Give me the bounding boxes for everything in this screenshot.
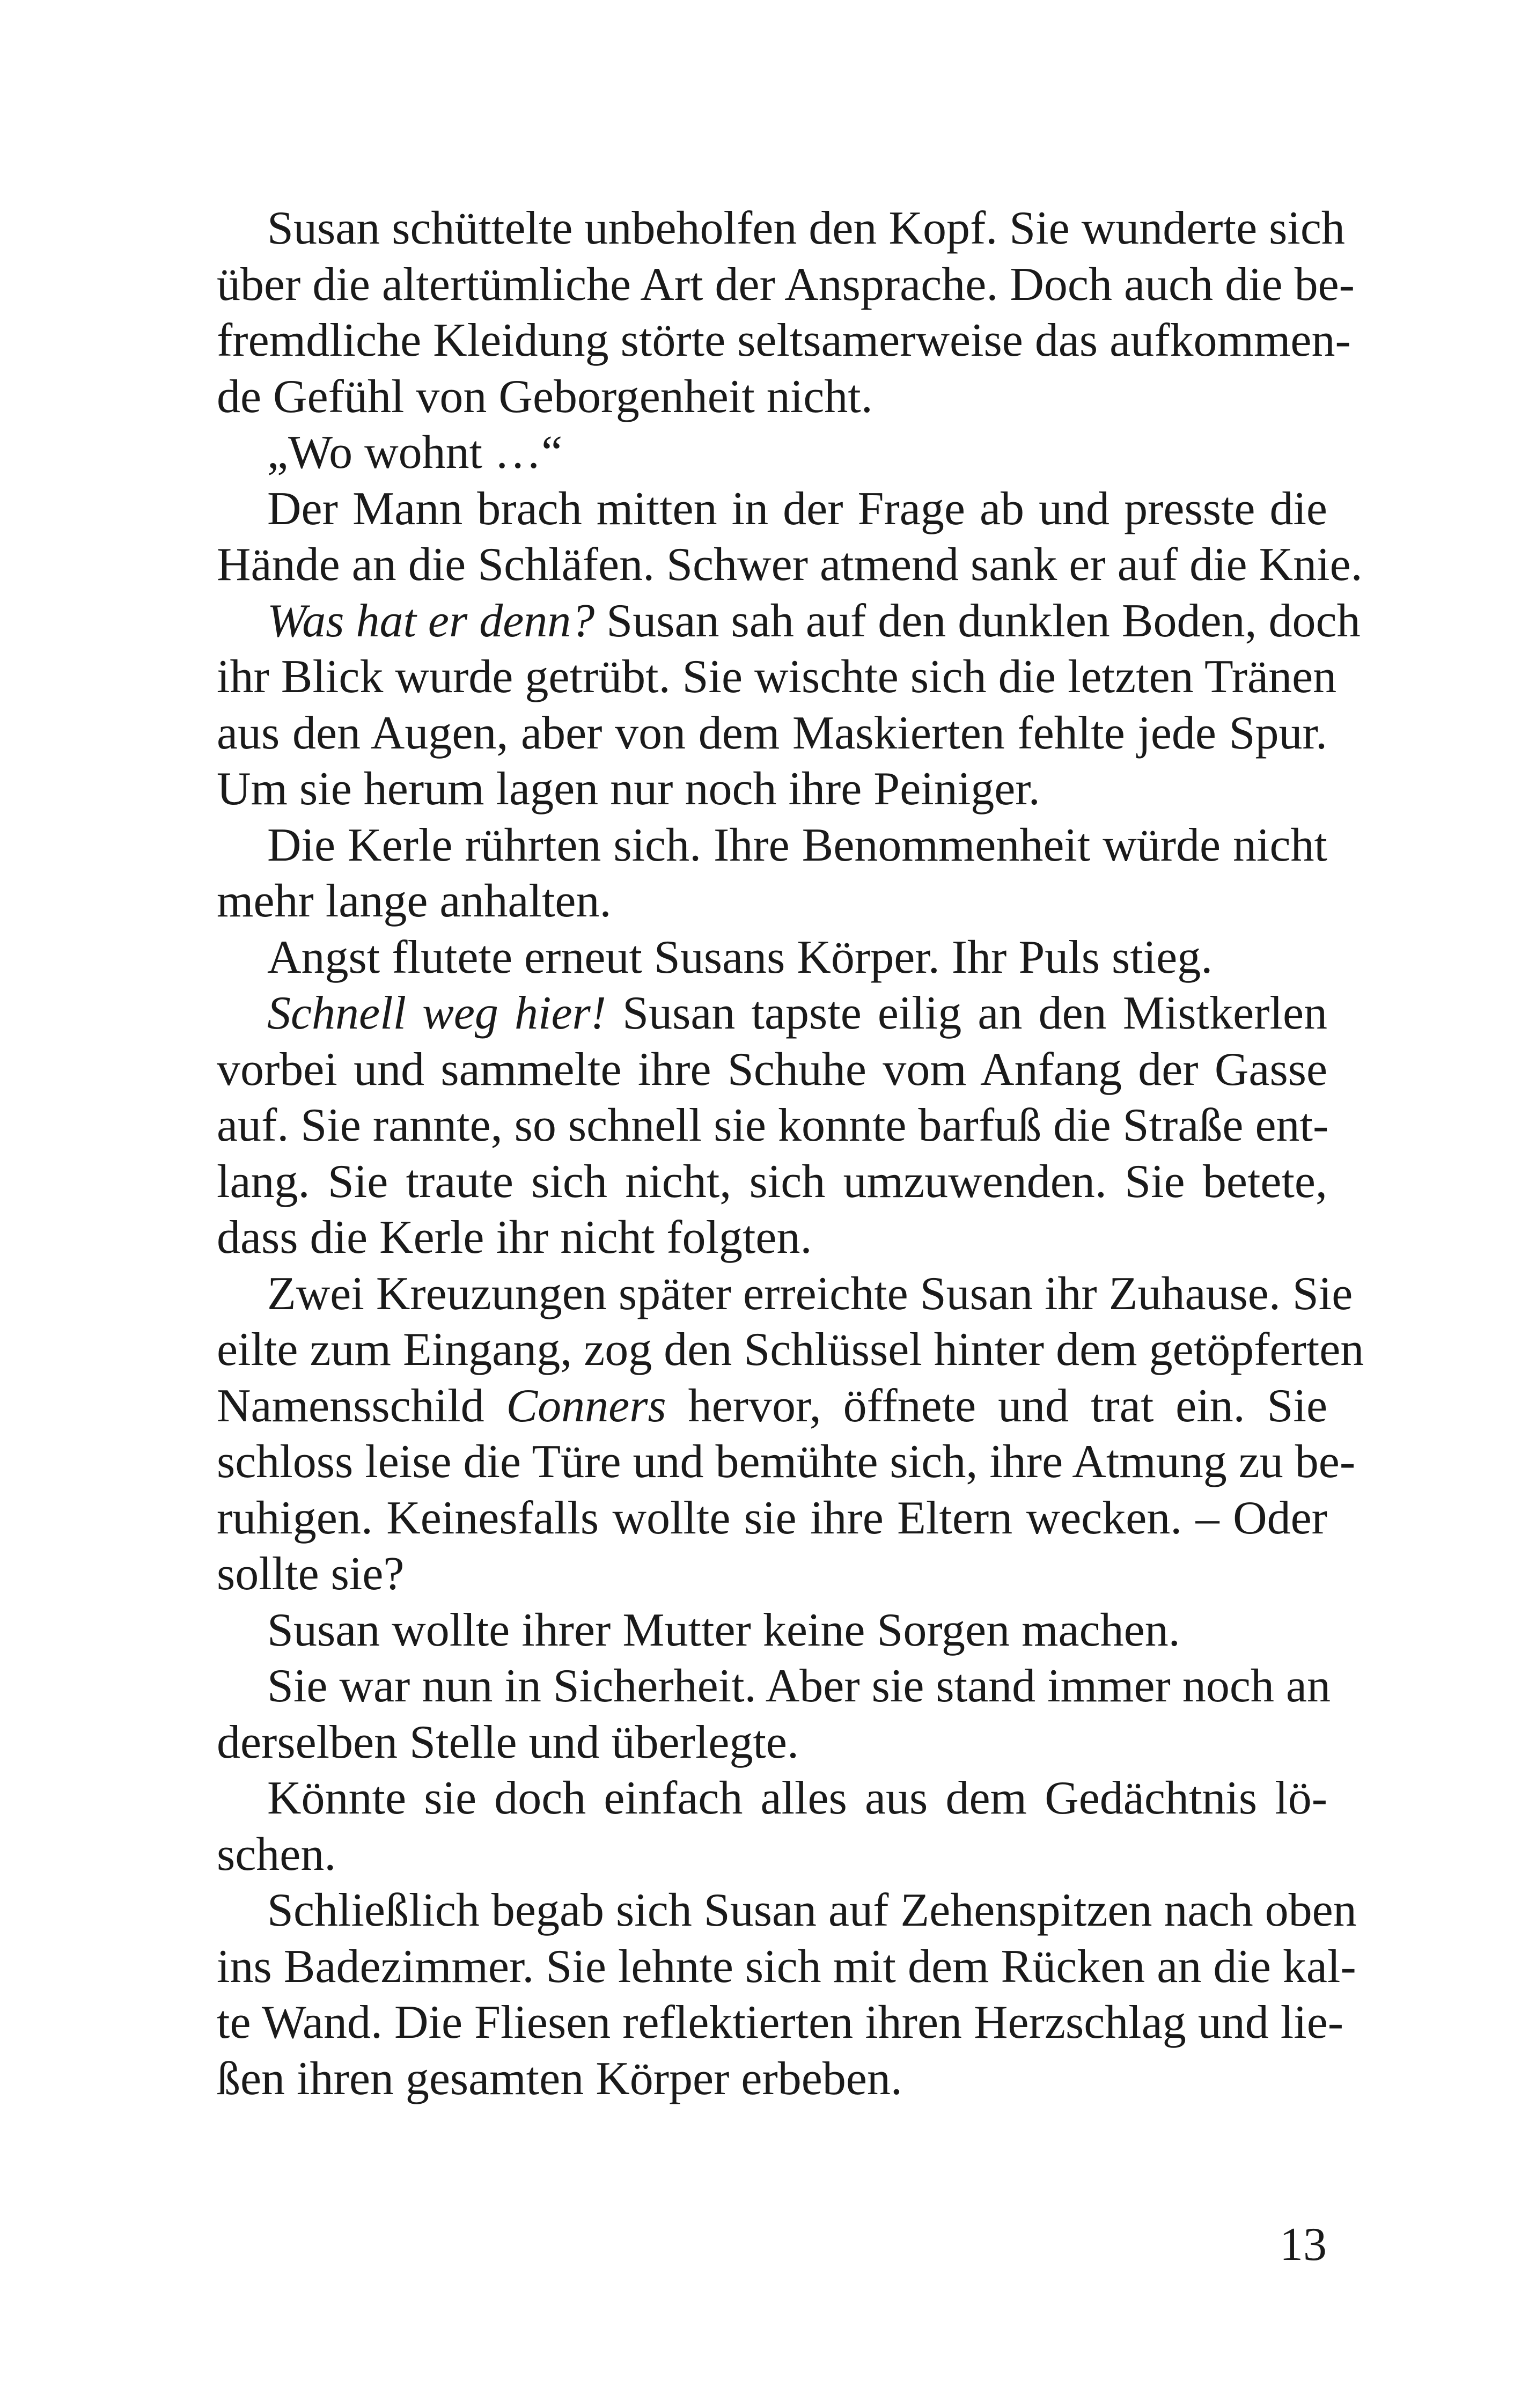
text-line: ruhigen. Keinesfalls wollte sie ihre Eltern wecken. – Oder: [217, 1492, 1327, 1544]
text-line: [217, 593, 1361, 650]
text-line: dass die Kerle ihr nicht folgten.: [217, 1212, 812, 1264]
line-text-after: hervor, öffnete und trat ein. Sie: [666, 1379, 1327, 1432]
text-line: derselben Stelle und überlegte.: [217, 1716, 799, 1768]
italic-text: Schnell weg hier!: [267, 987, 607, 1039]
text-line: über die altertümliche Art der Ansprache. Doch auch die be-: [217, 258, 1355, 311]
text-line: Um sie herum lagen nur noch ihre Peiniger.: [217, 763, 1040, 815]
text-line: schloss leise die Türe und bemühte sich, ihre Atmung zu be-: [217, 1436, 1356, 1488]
text-line: [217, 986, 1327, 1042]
text-line: Hände an die Schläfen. Schwer atmend sank er auf die Knie.: [217, 539, 1363, 591]
text-line: fremdliche Kleidung störte seltsamerweise das aufkommen-: [217, 314, 1351, 366]
text-line: Susan schüttelte unbeholfen den Kopf. Sie wunderte sich: [267, 202, 1345, 254]
text-line: eilte zum Eingang, zog den Schlüssel hinter dem getöpferten: [217, 1324, 1364, 1376]
text-line: sollte sie?: [217, 1548, 405, 1600]
text-line: ins Badezimmer. Sie lehnte sich mit dem Rücken an die kal-: [217, 1940, 1356, 1993]
text-line: mehr lange anhalten.: [217, 875, 612, 927]
text-line: te Wand. Die Fliesen reflektierten ihren Herzschlag und lie-: [217, 1996, 1344, 2049]
text-line: Schließlich begab sich Susan auf Zehenspitzen nach oben: [267, 1884, 1357, 1936]
text-line: Susan wollte ihrer Mutter keine Sorgen machen.: [267, 1604, 1180, 1656]
text-line: Der Mann brach mitten in der Frage ab und presste die: [267, 482, 1327, 535]
text-line: schen.: [217, 1828, 336, 1881]
text-line: Könnte sie doch einfach alles aus dem Gedächtnis lö-: [267, 1772, 1327, 1824]
line-text: Susan tapste eilig an den Mistkerlen: [606, 987, 1327, 1039]
text-line: de Gefühl von Geborgenheit nicht.: [217, 370, 873, 423]
text-line: vorbei und sammelte ihre Schuhe vom Anfang der Gasse: [217, 1043, 1327, 1096]
text-line: „Wo wohnt …“: [267, 427, 563, 479]
line-text: Susan sah auf den dunklen Boden, doch: [594, 594, 1361, 647]
line-text: Namensschild: [217, 1379, 506, 1432]
text-line: Zwei Kreuzungen später erreichte Susan ihr Zuhause. Sie: [267, 1267, 1353, 1320]
page-number: 13: [1280, 2219, 1327, 2271]
text-line: ßen ihren gesamten Körper erbeben.: [217, 2052, 902, 2105]
text-line: Die Kerle rührten sich. Ihre Benommenheit würde nicht: [267, 819, 1327, 871]
italic-text: Was hat er denn?: [267, 594, 595, 647]
text-line: Sie war nun in Sicherheit. Aber sie stand immer noch an: [267, 1660, 1331, 1712]
body-text: [217, 201, 1364, 2107]
text-line: lang. Sie traute sich nicht, sich umzuwenden. Sie betete,: [217, 1155, 1327, 1208]
text-line: [217, 1378, 1327, 1435]
text-line: ihr Blick wurde getrübt. Sie wischte sich die letzten Tränen: [217, 651, 1337, 703]
text-line: Angst flutete erneut Susans Körper. Ihr Puls stieg.: [267, 931, 1213, 983]
text-line: aus den Augen, aber von dem Maskierten fehlte jede Spur.: [217, 707, 1327, 759]
italic-text: Conners: [506, 1379, 666, 1432]
text-line: auf. Sie rannte, so schnell sie konnte barfuß die Straße ent-: [217, 1099, 1329, 1151]
